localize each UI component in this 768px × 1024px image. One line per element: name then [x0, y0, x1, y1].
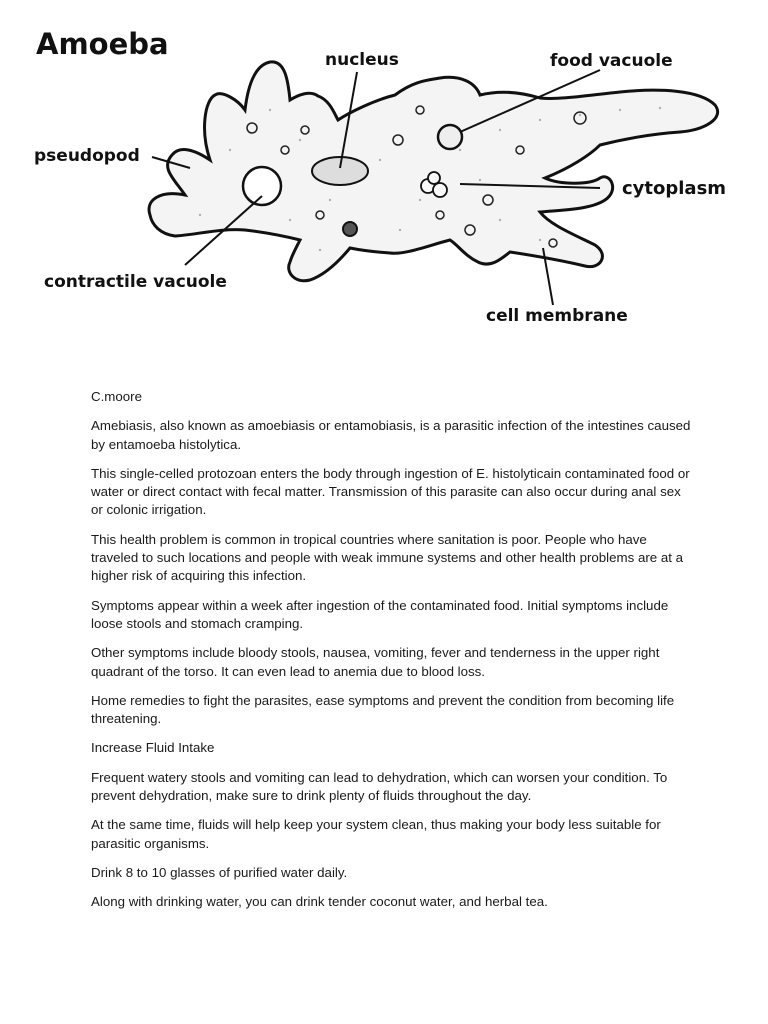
- label-contractile-vacuole: contractile vacuole: [44, 272, 227, 292]
- contractile-vacuole: [243, 167, 281, 205]
- article-body: [91, 388, 691, 923]
- label-food-vacuole: food vacuole: [550, 51, 673, 71]
- paragraph: Symptoms appear within a week after ingestion of the contaminated food. Initial symptoms include loose stools and stomach cramping.: [91, 597, 669, 631]
- section-heading: Increase Fluid Intake: [91, 740, 215, 756]
- paragraph: Along with drinking water, you can drink tender coconut water, and herbal tea.: [91, 894, 548, 910]
- amoeba-diagram: [0, 0, 768, 345]
- label-nucleus: nucleus: [325, 50, 399, 70]
- paragraph: Drink 8 to 10 glasses of purified water daily.: [91, 864, 348, 880]
- label-cell-membrane: cell membrane: [486, 306, 628, 326]
- food-vacuole: [438, 125, 462, 149]
- paragraph: This health problem is common in tropical countries where sanitation is poor. People who have traveled to such locations and people with weak immune systems and other health problems are at a higher risk of acquiring this infection.: [91, 531, 684, 584]
- paragraph: Other symptoms include bloody stools, nausea, vomiting, fever and tenderness in the upper right quadrant of the torso. It can even lead to anemia due to blood loss.: [91, 645, 660, 679]
- nucleus: [312, 157, 368, 185]
- label-cytoplasm: cytoplasm: [622, 178, 727, 199]
- diagram-title: Amoeba: [36, 27, 169, 61]
- paragraph: This single-celled protozoan enters the body through ingestion of E. histolyticain contaminated food or water or direct contact with fecal matter. Transmission of this parasite can also occur during anal sex or colonic irrigation.: [91, 465, 690, 518]
- paragraph: Frequent watery stools and vomiting can lead to dehydration, which can worsen your condition. To prevent dehydration, make sure to drink plenty of fluids throughout the day.: [91, 769, 668, 804]
- paragraph: Amebiasis, also known as amoebiasis or entamobiasis, is a parasitic infection of the intestines caused by entamoeba histolytica.: [91, 418, 691, 452]
- label-pseudopod: pseudopod: [34, 146, 140, 166]
- paragraph: Home remedies to fight the parasites, ease symptoms and prevent the condition from becoming life threatening.: [91, 692, 675, 727]
- dark-vacuole: [343, 222, 357, 236]
- paragraph: At the same time, fluids will help keep your system clean, thus making your body less suitable for parasitic organisms.: [91, 817, 661, 851]
- author-line: C.moore: [91, 389, 142, 404]
